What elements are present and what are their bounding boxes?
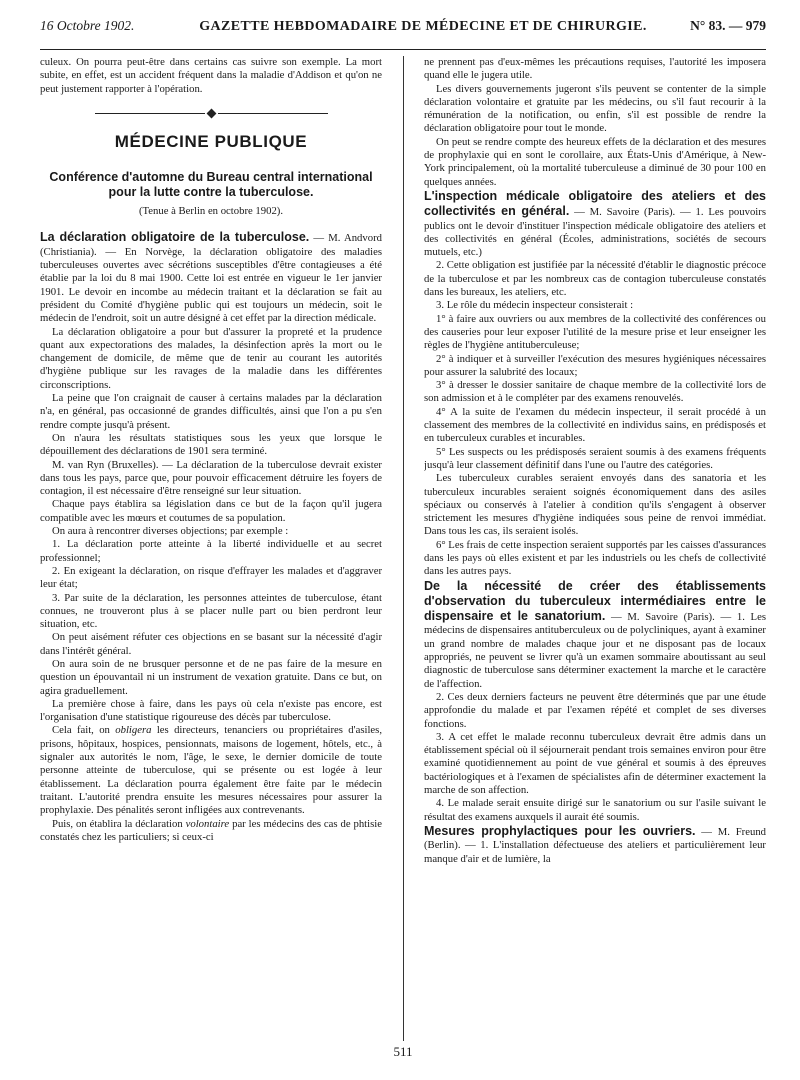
article-paragraph: De la nécessité de créer des établissements d'observation du tuberculeux intermédiaires entre le dispensaire et le sanatorium. — M. Savoire (Paris). — 1. Les médecins de dispensaires antituberculeux ou de polycliniques, ayant à examiner un grand nombre de malades chaque jour et ne disposant pas de locaux appropriés, ne peuvent se livrer qu'à un examen sommaire aboutissant au seul diagnostic de tuberculose sans déterminer exactement la marche et le caractère de l'affection.: [424, 578, 766, 690]
article-paragraph: 2. Cette obligation est justifiée par la nécessité d'établir le diagnostic précoce de la tuberculose et par les nombreux cas de contagion tuberculeuse constatés dans les bureaux, les ateliers, etc.: [424, 259, 766, 299]
article-subhead: De la nécessité de créer des établissements d'observation du tuberculeux intermédiaires entre le dispensaire et le sanatorium.: [424, 578, 766, 624]
article-paragraph: Cela fait, on obligera les directeurs, tenanciers ou propriétaires d'asiles, prisons, hôpitaux, hospices, pensionnats, maisons de logement, hôtels, etc., à signaler aux autorités le nom, l'âge, le sexe, le dernier domicile de toute personne atteinte de tuberculose, qui se présente ou est logée à leur établissement. La déclaration pourra également être faite par le médecin traitant. L'autorité prendra ensuite les mesures nécessaires pour assurer la prophylaxie. Des pénalités seront infligées aux contrevenants.: [40, 724, 382, 817]
journal-title: GAZETTE HEBDOMADAIRE DE MÉDECINE ET DE CHIRURGIE.: [199, 19, 647, 34]
article-paragraph: 3. Par suite de la déclaration, les personnes atteintes de tuberculose, étant connues, ne trouveront plus à se placer nulle part ou bien perdront leur situation, etc.: [40, 591, 382, 631]
article-paragraph: 2. Ces deux derniers facteurs ne peuvent être déterminés que par une étude approfondie du malade et par l'examen répété et complet de ses diverses fonctions.: [424, 690, 766, 730]
article-paragraph: La déclaration obligatoire de la tuberculose. — M. Andvord (Christiania). — En Norvège, la déclaration obligatoire des maladies tuberculeuses ouvertes avec sécrétions susceptibles d'être contagieuses a été établie par la loi du 8 mai 1900. Cette loi est entrée en vigueur le 1er janvier 1901. Le devoir en incombe au médecin traitant et la déclaration se fait au président du Comité d'hygiène public qui est toujours un médecin, soit le médecin de l'endroit, soit un autre désigné à cet effet par la direction médicale.: [40, 230, 382, 325]
article-paragraph: 1. La déclaration porte atteinte à la liberté individuelle et au secret professionnel;: [40, 538, 382, 564]
article-paragraph: 2° à indiquer et à surveiller l'exécution des mesures hygiéniques nécessaires pour assurer la salubrité des locaux;: [424, 352, 766, 378]
article-paragraph: ne prennent pas d'eux-mêmes les précautions requises, l'autorité les imposera quand elle le jugera utile.: [424, 56, 766, 82]
header-rule: [40, 49, 766, 50]
article-paragraph: L'inspection médicale obligatoire des ateliers et des collectivités en général. — M. Savoire (Paris). — 1. Les pouvoirs publics ont le devoir d'instituer l'inspection médicale obligatoire des ateliers et des collectivités en général (Écoles, administrations, sociétés de secours mutuels, etc.): [424, 188, 766, 259]
article-paragraph: 1° à faire aux ouvriers ou aux membres de la collectivité des conférences ou des causeries pour leur exposer l'utilité de la mesure prise et leur enseigner les règles de l'hygiène antituberculeuse;: [424, 312, 766, 352]
article-paragraph: On peut se rendre compte des heureux effets de la déclaration et des mesures de prophylaxie qui en sont le corollaire, aux États-Unis d'Amérique, à New-York principalement, où la mortalité tuberculeuse a diminué de 30 pour 100 en quelques années.: [424, 135, 766, 188]
article-subhead: L'inspection médicale obligatoire des ateliers et des collectivités en général.: [424, 188, 766, 219]
newspaper-page: [40, 18, 766, 1068]
left-column: [40, 56, 382, 1036]
article-paragraph: 3° à dresser le dossier sanitaire de chaque membre de la collectivité lors de son admission et à le compléter par des examens renouvelés.: [424, 379, 766, 405]
article-subhead: Mesures prophylactiques pour les ouvriers.: [424, 823, 696, 838]
article-paragraph: On peut aisément réfuter ces objections en se basant sur la nécessité d'agir dans l'intérêt général.: [40, 631, 382, 657]
article-paragraph: M. van Ryn (Bruxelles). — La déclaration de la tuberculose devrait exister dans tous les pays, parce que, pour pouvoir efficacement détruire les foyers de contagion, il est nécessaire d'être renseigné sur leur situation.: [40, 458, 382, 498]
speaker-attribution: — M. Andvord (Christiania). —: [40, 232, 382, 258]
right-column: [424, 56, 766, 1036]
article-paragraph: 3. A cet effet le malade reconnu tuberculeux devrait être admis dans un établissement spécial où il séjournerait pendant trois semaines environ pour être examiné quotidiennement au point de vue général et soumis à des épreuves bactériologiques et à l'examen de spécialistes afin de déterminer exactement la marche de son affection.: [424, 730, 766, 797]
section-title: MÉDECINE PUBLIQUE: [114, 131, 308, 151]
speaker-attribution: — M. Savoire (Paris). —: [569, 206, 696, 219]
continued-paragraph: culeux. On pourra peut-être dans certains cas suivre son exemple. La mort subite, en effet, est un accident fréquent dans la maladie d'Addison et qu'on ne peut justement rapporter à l'opération.: [40, 56, 382, 95]
article-paragraph: La déclaration obligatoire a pour but d'assurer la propreté et la prudence quant aux expectorations des malades, la désinfection après la mort ou le changement de domicile, de même que de tenir au courant les autorités d'hygiène publique sur les ravages de la maladie dans les différentes circonscriptions.: [40, 325, 382, 391]
conference-subtitle: (Tenue à Berlin en octobre 1902).: [138, 205, 284, 218]
article-paragraph: La peine que l'on craignait de causer à certains malades par la déclaration n'a, en général, pas occasionné de grandes difficultés, ainsi que l'on a pu s'en rendre compte jusqu'à présent.: [40, 392, 382, 431]
article-paragraph: On aura à rencontrer diverses objections; par exemple :: [52, 525, 289, 538]
article-paragraph: 6° Les frais de cette inspection seraient supportés par les caisses d'assurances dans les pays où elles existent et par les industriels ou les chefs de collectivité dans les autres pays.: [424, 538, 766, 578]
article-subhead: La déclaration obligatoire de la tuberculose.: [40, 230, 310, 245]
issue-date: 16 Octobre 1902.: [40, 18, 135, 33]
article-paragraph: Les divers gouvernements jugeront s'ils peuvent se contenter de la simple déclaration volontaire et gratuite par les médecins, ou s'il faut recourir à la rémunération de la notification, ou enfin, s'il est possible de rendre la déclaration obligatoire pour tout le monde.: [424, 82, 766, 135]
section-ornament: [40, 110, 382, 117]
speaker-attribution: — M. Savoire (Paris). —: [605, 611, 737, 624]
article-paragraph: On aura soin de ne brusquer personne et de ne pas faire de la mesure en question un épouvantail ni un instrument de vexation gratuite. Dans ce but, on agira graduellement.: [40, 657, 382, 697]
speaker-attribution: — M. Freund (Berlin). —: [424, 825, 766, 852]
page-footer-number: 511: [393, 1044, 413, 1059]
article-paragraph: Puis, on établira la déclaration volontaire par les médecins des cas de phtisie constatés chez les particuliers; si ceux-ci: [40, 817, 382, 843]
article-paragraph: Chaque pays établira sa législation dans ce but de la façon qu'il jugera compatible avec les mœurs et coutumes de sa population.: [40, 498, 382, 524]
article-paragraph: On n'aura les résultats statistiques sous les yeux que lorsque le dépouillement des déclarations de 1901 sera terminé.: [40, 431, 382, 458]
article-paragraph: 4° A la suite de l'examen du médecin inspecteur, il serait procédé à un classement des membres de la collectivité en individus sains, en prédisposés et en tuberculeux curables et incurables.: [424, 405, 766, 445]
conference-title: Conférence d'automne du Bureau central international pour la lutte contre la tuberculose.: [49, 170, 373, 199]
page-header: [40, 18, 766, 48]
article-paragraph: La première chose à faire, dans les pays où cela n'existe pas encore, est l'organisation d'une statistique rigoureuse des décès par tuberculose.: [40, 697, 382, 724]
article-paragraph: 4. Le malade serait ensuite dirigé sur le sanatorium ou sur l'asile suivant le résultat des examens auxquels il aurait été soumis.: [424, 797, 766, 823]
column-divider: [403, 56, 404, 1041]
article-paragraph: 2. En exigeant la déclaration, on risque d'effrayer les malades et d'aggraver leur état;: [40, 564, 382, 591]
article-paragraph: Les tuberculeux curables seraient envoyés dans des sanatoria et les tuberculeux incurables seraient soignés économiquement dans des asiles spéciaux ou conservés à l'atelier à condition qu'ils s'engagent à observer strictement les mesures d'hygiène indiquées sous peine de renvoi immédiat. Dans tous les cas, ils seraient isolés.: [424, 472, 766, 538]
article-paragraph: Mesures prophylactiques pour les ouvriers. — M. Freund (Berlin). — 1. L'installation défectueuse des ateliers et particulièrement leur manque d'air et de lumière, la: [424, 823, 766, 865]
article-paragraph: 3. Le rôle du médecin inspecteur consisterait :: [436, 299, 634, 312]
article-paragraph: 5° Les suspects ou les prédisposés seraient soumis à des examens fréquents jusqu'à leur classement définitif dans l'une ou l'autre des catégories.: [424, 445, 766, 471]
issue-page-number: N° 83. — 979: [690, 18, 766, 33]
